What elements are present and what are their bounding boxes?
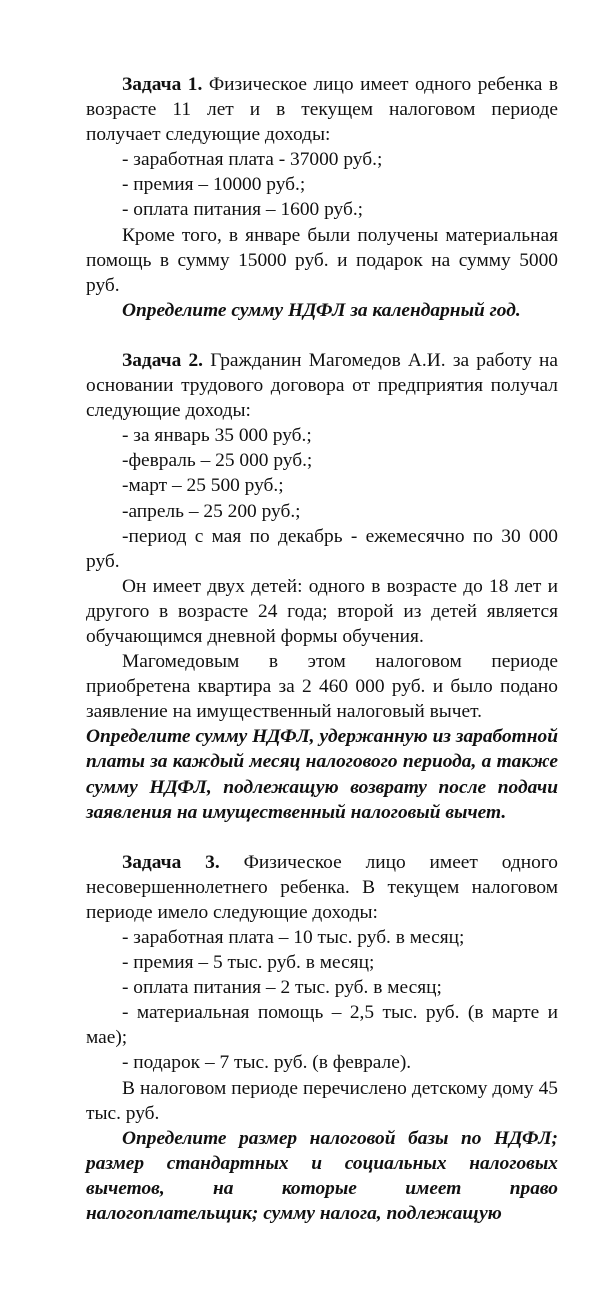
list-item: -март – 25 500 руб.; (122, 475, 284, 497)
list-item: - подарок – 7 тыс. руб. (в феврале). (122, 1052, 412, 1074)
list-item: - премия – 5 тыс. руб. в месяц; (122, 952, 375, 974)
list-item: -период с мая по декабрь - ежемесячно по 30 000 руб. (86, 525, 558, 572)
task-question: Определите сумму НДФЛ, удержанную из заработной платы за каждый месяц налогового периода, а также сумму НДФЛ, подлежащую возврату после подачи заявления на имущественный налоговый вычет. (86, 726, 558, 823)
task-intro-text: Гражданин Магомедов А.И. за работу на основании трудового договора от предприятия получал следующие доходы: (86, 349, 558, 422)
list-item: - заработная плата – 10 тыс. руб. в месяц; (122, 927, 465, 948)
task-paragraph: Магомедовым в этом налоговом периоде приобретена квартира за 2 460 000 руб. и было подано заявление на имущественный налоговый вычет. (86, 651, 558, 723)
document-page (86, 72, 558, 1226)
task-label: Задача 1. (122, 74, 203, 95)
list-item: - оплата питания – 2 тыс. руб. в месяц; (122, 977, 442, 999)
task-label: Задача 2. (122, 349, 204, 371)
task-2 (86, 348, 558, 825)
list-item: - заработная плата - 37000 руб.; (122, 149, 383, 171)
list-item: -февраль – 25 000 руб.; (122, 450, 313, 472)
task-intro (86, 348, 558, 423)
list-item: - за январь 35 000 руб.; (122, 425, 312, 447)
task-question: Определите сумму НДФЛ за календарный год. (122, 299, 521, 321)
task-paragraph: Кроме того, в январе были получены материальная помощь в сумму 15000 руб. и подарок на сумму 5000 руб. (86, 224, 558, 296)
task-intro-text: Физическое лицо имеет одного несовершеннолетнего ребенка. В текущем налоговом периоде имело следующие доходы: (86, 851, 558, 923)
task-paragraph: В налоговом периоде перечислено детскому дому 45 тыс. руб. (86, 1077, 558, 1124)
list-item: - материальная помощь – 2,5 тыс. руб. (в марте и мае); (86, 1002, 558, 1049)
task-intro (86, 72, 558, 147)
task-intro (86, 850, 558, 925)
task-question: Определите размер налоговой базы по НДФЛ; размер стандартных и социальных налоговых вычетов, на которые имеет право налогоплательщик; сумму налога, подлежащую (86, 1127, 558, 1225)
list-item: -апрель – 25 200 руб.; (122, 500, 301, 522)
task-label: Задача 3. (122, 851, 220, 873)
list-item: - оплата питания – 1600 руб.; (122, 199, 364, 221)
task-paragraph: Он имеет двух детей: одного в возрасте до 18 лет и другого в возрасте 24 года; второй из детей является обучающимся дневной формы обучения. (86, 575, 558, 647)
list-item: - премия – 10000 руб.; (122, 174, 306, 196)
task-intro-text: Физическое лицо имеет одного ребенка в возрасте 11 лет и в текущем налоговом периоде получает следующие доходы: (86, 74, 558, 146)
task-1 (86, 72, 558, 323)
task-3 (86, 850, 558, 1226)
